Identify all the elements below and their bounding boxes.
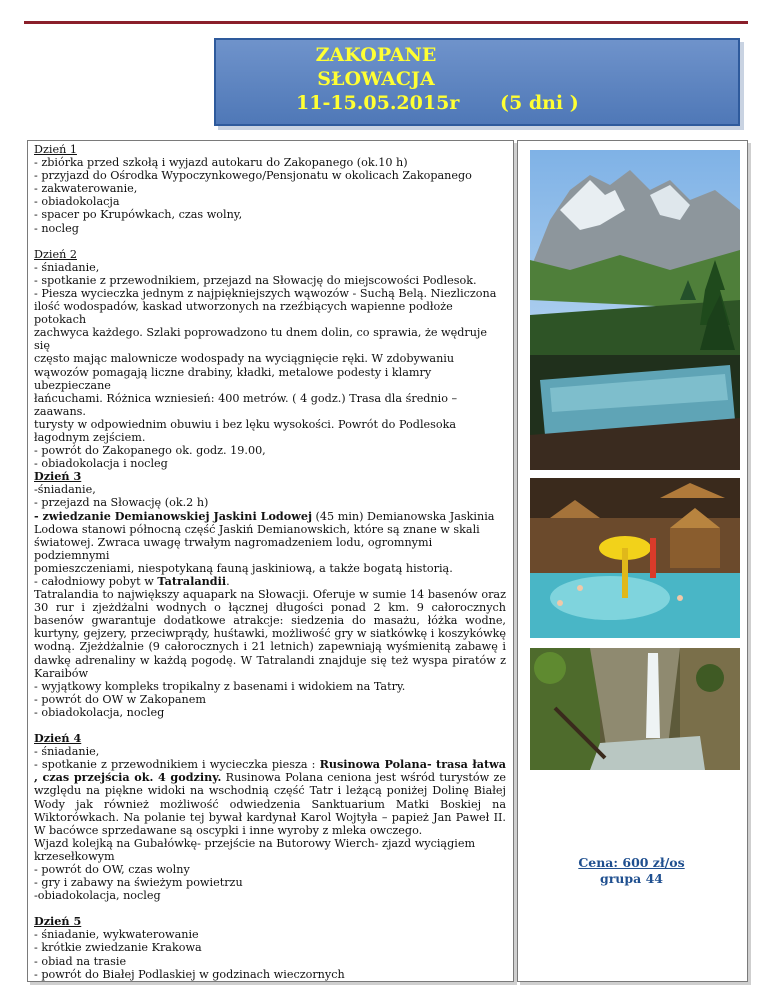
day5-item: - śniadanie, wykwaterowanie: [34, 928, 199, 942]
day4-trip-paragraph: [34, 758, 506, 837]
day3-stay: [34, 575, 506, 588]
day3-line: - obiadokolacja, nocleg: [34, 705, 165, 719]
waterfall-photo: [530, 648, 740, 770]
day3-title: Dzień 3: [34, 469, 82, 484]
day2-line: łańcuchami. Różnica wzniesień: 400 metrów. ( 4 godz.) Trasa dla średnio – zaawans.: [34, 391, 458, 418]
day5-item: - powrót do Białej Podlaskiej w godzinach wieczornych: [34, 967, 345, 981]
day2-line: - spotkanie z przewodnikiem, przejazd na Słowację do miejscowości Podlesok.: [34, 273, 477, 287]
title-duration: (5 dni ): [500, 92, 579, 114]
day3-cave-line: Lodowa stanowi północną część Jaskiń Demianowskich, które są znane w skali: [34, 522, 480, 536]
day4-line: - powrót do OW, czas wolny: [34, 862, 190, 876]
day3-aquapark-paragraph: Tatralandia to największy aquapark na Słowacji. Oferuje w sumie 14 basenów oraz 30 rur i zjeżdżalni wodnych o łącznej długości ponad 2 km. 9 całorocznych basenów gwarantuje dodatkowe atrakcje: siedzenia do masażu, łóżka wodne, kurtyny, gejzery, przeciwprądy, huśtawki, możliwość gry w siatkówkę i koszykówkę wodną. Zjeżdżalnie (9 całorocznych i 21 letnich) zapewniają wyśmienitą zabawę i dawkę adrenaliny w każdą pogodę. W Tatralandi znajduje się też wyspa piratów z Karaibów: [34, 588, 506, 680]
day5-title: Dzień 5: [34, 914, 82, 929]
price-label: Cena: 600 zł/os: [578, 855, 685, 870]
day1-item: - zakwaterowanie,: [34, 182, 138, 196]
day3-cave-line: pomieszczeniami, niespotykaną fauną jaskiniową, a także bogatą historią.: [34, 561, 453, 575]
day2-line: łagodnym zejściem.: [34, 430, 146, 444]
day1-item: - obiadokolacja: [34, 195, 120, 209]
day3-cave-name: Demianowskiej Jaskini Lodowej: [114, 508, 312, 523]
day2-line: - śniadanie,: [34, 260, 100, 274]
day3-visit: [34, 510, 506, 523]
day2-line: - obiadokolacja i nocleg: [34, 457, 168, 471]
day2-line: często mając malownicze wodospady na wyciągnięcie ręki. W zdobywaniu: [34, 352, 455, 366]
spacer: [34, 719, 506, 732]
day2-line: zachwyca każdego. Szlaki poprowadzono tu dnem dolin, co sprawia, że wędruje się: [34, 326, 488, 353]
day2-line: - powrót do Zakopanego ok. godz. 19.00,: [34, 444, 266, 458]
aquapark-photo: [530, 478, 740, 638]
day1-title: Dzień 1: [34, 143, 77, 156]
title-country: SŁOWACJA: [317, 68, 435, 90]
day1-item: - przyjazd do Ośrodka Wypoczynkowego/Pensjonatu w okolicach Zakopanego: [34, 169, 472, 183]
day1-item: - nocleg: [34, 221, 79, 235]
day4-line: - gry i zabawy na świeżym powietrzu: [34, 876, 243, 890]
day1-item: - spacer po Krupówkach, czas wolny,: [34, 208, 243, 222]
day2-line: wąwozów pomagają liczne drabiny, kładki, metalowe podesty i klamry ubezpieczane: [34, 365, 432, 392]
title-destination: ZAKOPANE: [315, 44, 437, 66]
spacer: [34, 902, 506, 915]
day3-stay-suffix: .: [226, 575, 230, 588]
day5-item: - obiad na trasie: [34, 954, 127, 968]
day3-line: -śniadanie,: [34, 483, 96, 497]
day5-item: - krótkie zwiedzanie Krakowa: [34, 941, 202, 955]
day3-line: - wyjątkowy kompleks tropikalny z basenami i widokiem na Tatry.: [34, 679, 406, 693]
title-box: [214, 38, 740, 126]
day4-line: krzesełkowym: [34, 849, 115, 863]
day4-trip-prefix: - spotkanie z przewodnikiem i wycieczka piesza :: [34, 758, 320, 772]
day3-line: - powrót do OW w Zakopanem: [34, 692, 206, 706]
day3-cave-line: światowej. Zwraca uwagę trwałym nagromadzeniem lodu, ogromnymi podziemnymi: [34, 535, 433, 562]
top-rule: [24, 21, 748, 24]
mountain-pool-photo: [530, 150, 740, 470]
day4-line: -obiadokolacja, nocleg: [34, 889, 161, 903]
day3-line: - przejazd na Słowację (ok.2 h): [34, 496, 209, 510]
price-box: [517, 855, 746, 887]
title-dates: 11-15.05.2015r: [296, 92, 460, 114]
group-size: grupa 44: [599, 871, 663, 886]
day2-title: Dzień 2: [34, 247, 77, 261]
day3-stay-place: Tatralandii: [157, 574, 227, 588]
day1-item: - zbiórka przed szkołą i wyjazd autokaru do Zakopanego (ok.10 h): [34, 156, 408, 170]
day3-visit-rest: (45 min) Demianowska Jaskinia: [312, 509, 495, 523]
day2-line: turysty w odpowiednim obuwiu i bez lęku wysokości. Powrót do Podlesoka: [34, 417, 457, 431]
day3-visit-prefix: - zwiedzanie: [34, 508, 115, 523]
day2-line: ilość wodospadów, kaskad utworzonych na rzeźbiących wapienne podłoże potokach: [34, 300, 453, 327]
program-text: [34, 143, 506, 981]
day2-line: - Piesza wycieczka jednym z najpiękniejszych wąwozów - Suchą Belą. Niezliczona: [34, 286, 497, 300]
day4-trip-route: Rusinowa Polana- trasa łatwa , czas przejścia ok. 4 godziny.: [34, 757, 506, 785]
spacer: [34, 235, 506, 248]
day3-stay-prefix: - całodniowy pobyt w: [34, 575, 158, 588]
day4-trip-rest: Rusinowa Polana ceniona jest wśród turystów ze względu na piękne widoki na wschodnią część Tatr i leżącą poniżej Dolinę Białej Wody jak również możliwość odwiedzenia Sanktuarium Matki Boskiej na Wiktorówkach. Na polanie tej bywał kardynał Karol Wojtyła – papież Jan Paweł II. W bacówce sprzedawane są oscypki i inne wyroby z mleka owczego.: [34, 771, 507, 837]
day4-line: Wjazd kolejką na Gubałówkę- przejście na Butorowy Wierch- zjazd wyciągiem: [34, 836, 476, 850]
day4-line: - śniadanie,: [34, 745, 100, 759]
day4-title: Dzień 4: [34, 731, 82, 746]
